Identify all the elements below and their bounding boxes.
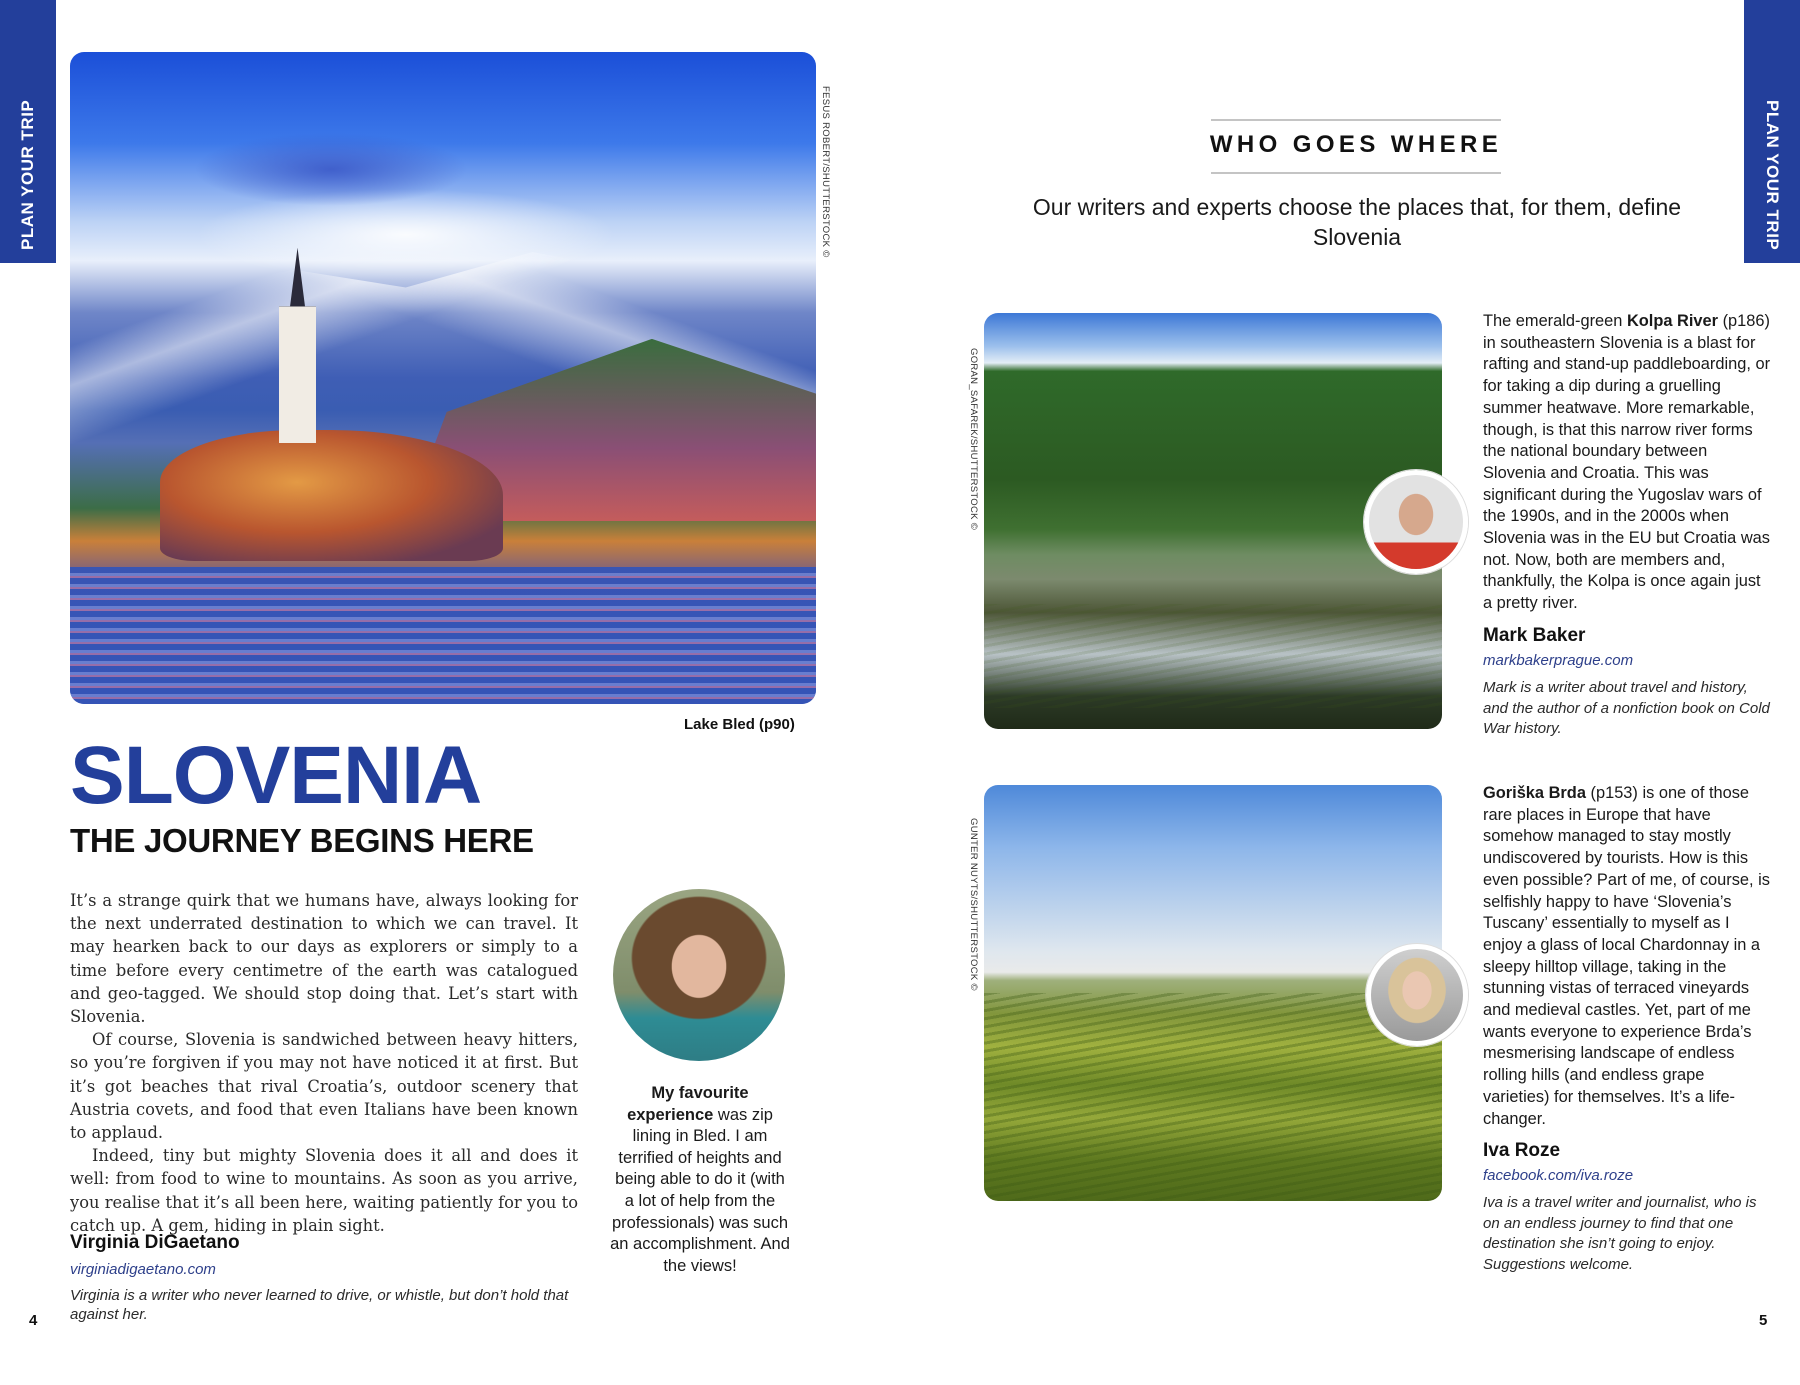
intro-paragraph: It’s a strange quirk that we humans have, always looking for the next underrated destination to which we can travel. It may hearken back to our days as explorers or simply to a time before every centimetre of the earth was catalogued and geo-tagged. We should stop doing that. Let’s start with Slovenia. — [70, 891, 578, 1027]
photo-credit: GUNTER NUYTS/SHUTTERSTOCK © — [968, 818, 979, 991]
author-name: Mark Baker — [1483, 625, 1586, 646]
author-avatar — [613, 889, 785, 1061]
author-name: Iva Roze — [1483, 1140, 1561, 1161]
section-tab-label: PLAN YOUR TRIP — [1763, 100, 1782, 251]
favourite-experience — [610, 1083, 790, 1277]
page-subtitle: THE JOURNEY BEGINS HERE — [70, 822, 534, 859]
section-title: WHO GOES WHERE — [1209, 131, 1503, 158]
divider — [1211, 172, 1501, 174]
author-website-link[interactable]: facebook.com/iva.roze — [1483, 1167, 1634, 1184]
entry-text: Goriška Brda (p153) is one of those rare places in Europe that have somehow managed to stay mostly undiscovered by tourists. How is this even possible? Part of me, of course, is selfishly happy to have ‘Slovenia’s Tuscany’ essentially to myself as I enjoy a glass of local Chardonnay in a sleepy hilltop village, taking in the stunning vistas of terraced vineyards and medieval castles. Yet, part of me wants everyone to experience Brda’s mesmerising landscape of endless rolling hills (and endless grape varieties) for themselves. It’s a life-changer. — [1483, 784, 1770, 1128]
favourite-lead: My favourite experience — [627, 1084, 749, 1124]
entry-text: The emerald-green Kolpa River (p186) in southeastern Slovenia is a blast for rafting and stand-up paddleboarding, or for taking a dip during a gruelling summer heatwave. More remarkable, though, is that this narrow river forms the national boundary between Slovenia and Croatia. This was significant during the Yugoslav wars of the 1990s, and in the 2000s when Slovenia was in the EU but Croatia was not. Now, both are members and, thankfully, the Kolpa is once again just a pretty river. — [1483, 312, 1771, 613]
photo-credit: GORAN_SAFAREK/SHUTTERSTOCK © — [968, 348, 979, 531]
author-avatar — [1366, 944, 1468, 1046]
place-name: Goriška Brda — [1483, 784, 1586, 802]
author-bio: Virginia is a writer who never learned to drive, or whistle, but don’t hold that against her. — [70, 1287, 569, 1323]
section-tab-left — [0, 0, 56, 263]
page-number-left: 4 — [29, 1312, 38, 1329]
author-website-link[interactable]: markbakerprague.com — [1483, 652, 1634, 669]
photo-credit: FESUS ROBERT/SHUTTERSTOCK © — [820, 86, 831, 258]
author-name: Virginia DiGaetano — [70, 1232, 240, 1253]
author-avatar — [1364, 470, 1468, 574]
section-subtitle: Our writers and experts choose the places that, for them, define Slovenia — [1032, 194, 1682, 250]
section-tab-right — [1744, 0, 1800, 263]
intro-paragraph: Indeed, tiny but mighty Slovenia does it all and does it well: from food to wine to mountains. As soon as you arrive, you realise that it’s all been here, waiting patiently for you to catch up. A gem, hiding in plain sight. — [70, 1146, 578, 1235]
lake-bled-photo — [70, 52, 816, 704]
intro-text — [70, 889, 578, 1237]
place-name: Kolpa River — [1626, 312, 1719, 330]
divider — [1211, 119, 1501, 121]
page-title: SLOVENIA — [70, 730, 482, 821]
section-tab-label: PLAN YOUR TRIP — [18, 99, 37, 250]
author-bio: Iva is a travel writer and journalist, who is on an endless journey to find that one destination she isn’t going to enjoy. Suggestions welcome. — [1483, 1194, 1757, 1273]
page-number-right: 5 — [1759, 1312, 1768, 1329]
author-bio: Mark is a writer about travel and history, and the author of a nonfiction book on Cold War history. — [1483, 679, 1770, 737]
intro-paragraph: Of course, Slovenia is sandwiched between heavy hitters, so you’re forgiven if you may not have noticed it at first. But it’s got beaches that rival Croatia’s, outdoor scenery that Austria covets, and food that even Italians have been known to applaud. — [70, 1030, 578, 1143]
author-website-link[interactable]: virginiadigaetano.com — [70, 1261, 216, 1278]
photo-caption: Lake Bled (p90) — [684, 716, 795, 733]
favourite-text: was zip lining in Bled. I am terrified of heights and being able to do it (with a lot of help from the professionals) was such an accomplishment. And the views! — [610, 1105, 790, 1275]
